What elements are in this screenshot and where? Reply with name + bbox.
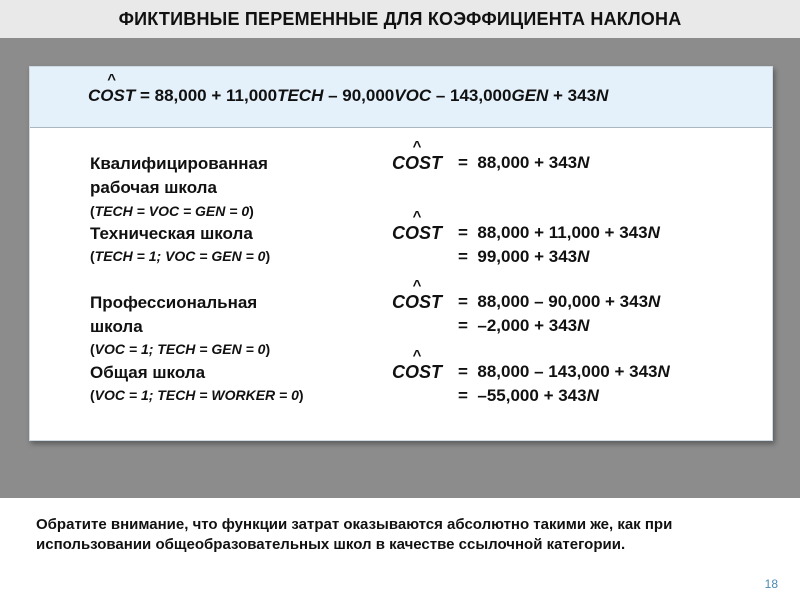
content-panel (29, 66, 773, 441)
row-condition (90, 203, 254, 219)
cost-label: COST (392, 153, 443, 173)
variable-n: N (657, 362, 670, 381)
row-label-general-school (90, 361, 205, 385)
cond-paren: ( (90, 248, 95, 264)
equation-term: + 343 (548, 86, 597, 105)
main-equation (88, 71, 609, 106)
cond-paren: ) (265, 341, 271, 357)
variable-voc: VOC (394, 86, 432, 105)
row-equation-1 (458, 362, 670, 382)
variable-n: N (577, 153, 590, 172)
variable-n: N (586, 386, 599, 405)
equation-term: – 143,000 (431, 86, 512, 105)
cond-paren: ) (249, 203, 254, 219)
equals-sign: = (458, 362, 468, 381)
page-number: 18 (764, 577, 778, 591)
cost-label: COST (392, 362, 443, 382)
hat-symbol: ^ (412, 347, 422, 364)
equation-text: 88,000 + 343 (477, 153, 578, 172)
row-label-line: Техническая школа (90, 224, 253, 243)
hat-symbol: ^ (412, 277, 422, 294)
row-equation-2 (458, 247, 589, 267)
row-label-line: рабочая школа (90, 178, 217, 197)
variable-gen: GEN (511, 86, 549, 105)
row-label-vocational-school (90, 291, 257, 339)
slide-title-bar (0, 0, 800, 38)
row-equation-2 (458, 316, 589, 336)
cost-label: COST (392, 223, 443, 243)
hat-symbol: ^ (412, 208, 422, 225)
equation-text: –55,000 + 343 (477, 386, 587, 405)
equation-text: 88,000 – 143,000 + 343 (477, 362, 658, 381)
cond-paren: ( (90, 387, 95, 403)
row-condition (90, 248, 270, 264)
row-label-line: Квалифицированная (90, 154, 268, 173)
equation-term: – 90,000 (323, 86, 395, 105)
equals-sign: = (458, 292, 468, 311)
row-equation-1 (458, 223, 660, 243)
row-equation-2 (458, 386, 599, 406)
variable-n: N (596, 86, 609, 105)
main-equation-box (30, 67, 772, 128)
equation-text: –2,000 + 343 (477, 316, 578, 335)
cost-label: COST (88, 86, 136, 105)
row-equation-1 (458, 153, 589, 173)
cond-body: VOC = 1; TECH = GEN = 0 (94, 341, 266, 357)
cond-body: VOC = 1; TECH = WORKER = 0 (94, 387, 299, 403)
equals-sign: = (458, 386, 468, 405)
footnote-text: Обратите внимание, что функции затрат оказываются абсолютно такими же, как при использовании общеобразовательных школ в качестве ссылочной категории. (36, 516, 673, 553)
row-label-technical-school (90, 222, 253, 246)
cond-paren: ( (90, 341, 95, 357)
row-label-skilled-worker-school (90, 152, 268, 200)
cond-paren: ) (298, 387, 304, 403)
row-condition (90, 387, 304, 403)
cond-paren: ( (90, 203, 95, 219)
cond-body: TECH = VOC = GEN = 0 (94, 203, 250, 219)
hat-symbol: ^ (107, 71, 116, 88)
row-label-line: Общая школа (90, 363, 206, 382)
cost-hat-term (392, 208, 443, 244)
variable-n: N (577, 247, 590, 266)
cond-body: TECH = 1; VOC = GEN = 0 (94, 248, 266, 264)
equation-term: 88,000 + 11,000 (154, 86, 278, 105)
cost-hat-term (392, 138, 443, 174)
slide-title: ФИКТИВНЫЕ ПЕРЕМЕННЫЕ ДЛЯ КОЭФФИЦИЕНТА НАКЛОНА (118, 8, 682, 29)
variable-n: N (647, 223, 660, 242)
cost-label: COST (392, 292, 443, 312)
equals-sign: = (458, 316, 468, 335)
equation-text: 88,000 – 90,000 + 343 (477, 292, 649, 311)
row-label-line: школа (90, 317, 143, 336)
equals-sign: = (458, 153, 468, 172)
row-equation-1 (458, 292, 660, 312)
equation-text: 99,000 + 343 (477, 247, 578, 266)
cond-paren: ) (265, 248, 271, 264)
equals-sign: = (139, 86, 150, 105)
row-label-line: Профессиональная (90, 293, 258, 312)
row-condition (90, 341, 270, 357)
cost-hat-term (392, 347, 443, 383)
equals-sign: = (458, 223, 468, 242)
cost-hat-term (392, 277, 443, 313)
variable-n: N (648, 292, 661, 311)
variable-tech: TECH (277, 86, 324, 105)
cost-hat-term (88, 71, 136, 106)
hat-symbol: ^ (412, 138, 422, 155)
equation-text: 88,000 + 11,000 + 343 (477, 223, 648, 242)
variable-n: N (577, 316, 590, 335)
equals-sign: = (458, 247, 468, 266)
